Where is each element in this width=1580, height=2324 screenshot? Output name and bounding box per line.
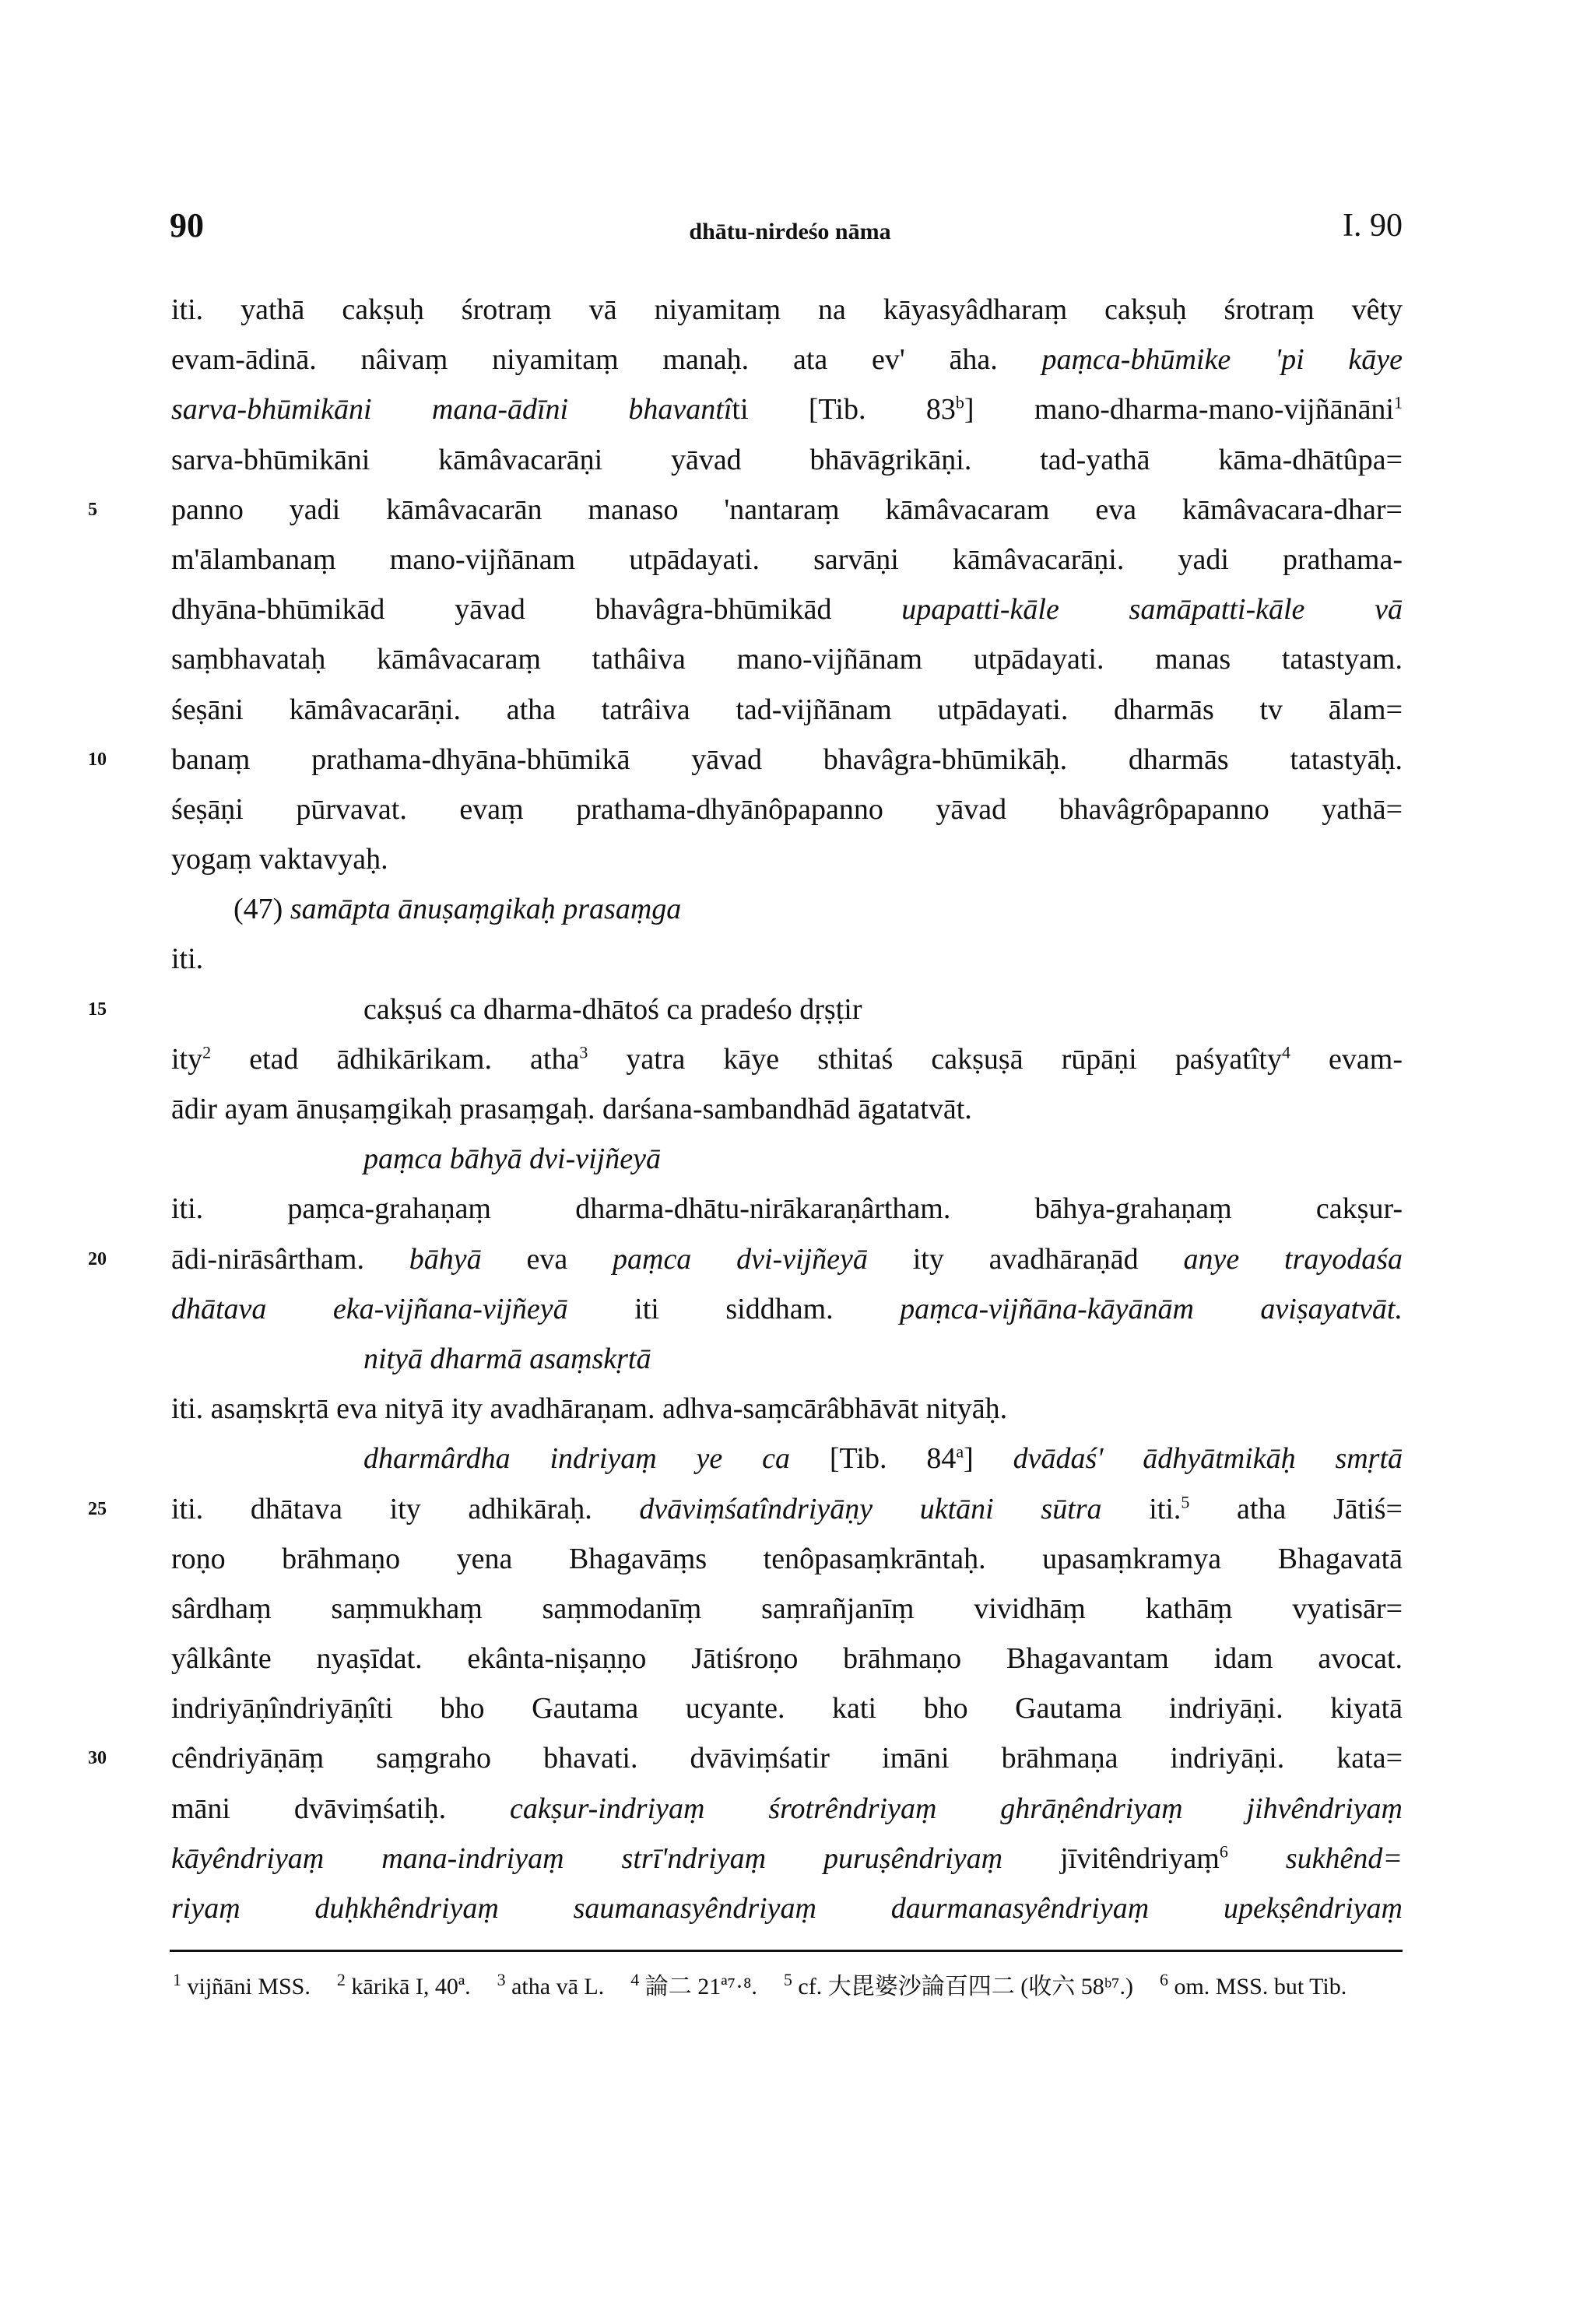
text-line — [171, 535, 1403, 585]
line-text — [171, 985, 1403, 1034]
footnote-text: vijñāni MSS. — [187, 1974, 311, 1999]
line-text — [171, 1834, 1403, 1883]
text-line — [171, 1834, 1403, 1883]
italic-text: samāpta ānuṣaṃgikaḥ prasaṃga — [290, 893, 682, 926]
line-number: 10 — [88, 749, 107, 770]
line-text — [171, 1584, 1403, 1634]
text-segment: sârdhaṃ saṃmukhaṃ saṃmodanīṃ saṃrañjanīṃ vividhāṃ kathāṃ vyatisār= — [171, 1592, 1403, 1625]
text-line — [171, 934, 1403, 984]
text-segment: cêndriyāṇāṃ saṃgraho bhavati. dvāviṃśatir imāni brāhmaṇa indriyāṇi. kata= — [171, 1742, 1403, 1775]
text-segment: ity — [171, 1042, 203, 1076]
section-reference: I. 90 — [1343, 208, 1403, 244]
text-segment: panno yadi kāmâvacarān manaso 'nantaraṃ kāmâvacaram eva kāmâvacara-dhar= — [171, 493, 1403, 526]
line-text — [171, 535, 1403, 585]
text-segment: ] — [964, 1442, 1013, 1476]
line-text — [171, 785, 1403, 834]
text-line — [88, 1733, 1403, 1783]
text-line — [171, 1534, 1403, 1584]
text-line — [171, 585, 1403, 634]
text-segment: (47) — [233, 893, 290, 926]
line-text — [171, 485, 1403, 535]
line-number: 30 — [88, 1748, 107, 1769]
line-text — [171, 1534, 1403, 1584]
italic-text: bāhyā — [409, 1242, 482, 1276]
text-segment: ādi-nirāsârtham. — [171, 1242, 409, 1276]
footnote-text: kārikā I, 40ª. — [351, 1974, 471, 1999]
text-line — [171, 1434, 1403, 1483]
text-line — [171, 1384, 1403, 1434]
footnote-text: cf. 大毘婆沙論百四二 (收六 58ᵇ⁷.) — [798, 1974, 1133, 1999]
text-segment — [1228, 1842, 1286, 1875]
line-text — [171, 685, 1403, 735]
line-text — [171, 934, 1403, 984]
text-segment: m'ālambanaṃ mano-vijñānam utpādayati. sarvāṇi kāmâvacarāṇi. yadi prathama- — [171, 542, 1403, 576]
footnote — [1159, 1970, 1347, 1999]
italic-text: dharmârdha indriyaṃ ye ca — [363, 1442, 791, 1476]
italic-text: kāyêndriyaṃ mana-indriyaṃ strī'ndriyaṃ puruṣêndriyaṃ — [171, 1841, 1003, 1875]
text-line — [171, 1784, 1403, 1834]
italic-text: paṃca-bhūmike 'pi kāye — [1041, 343, 1403, 377]
italic-text: dhātava eka-vijñana-vijñeyā — [171, 1292, 568, 1325]
text-segment: iti. yathā cakṣuḥ śrotraṃ vā niyamitaṃ na kāyasyâdharaṃ cakṣuḥ śrotraṃ vêty — [171, 293, 1403, 326]
text-segment: śeṣāni kāmâvacarāṇi. atha tatrâiva tad-vijñānam utpādayati. dharmās tv ālam= — [171, 693, 1403, 726]
footnote-mark: 1 — [173, 1970, 181, 1989]
italic-text: dvādaś' ādhyātmikāḥ smṛtā — [1013, 1442, 1403, 1476]
line-text — [171, 834, 1403, 884]
footnote-reference: 6 — [1219, 1841, 1228, 1862]
footnote-text: om. MSS. but Tib. — [1174, 1974, 1347, 1999]
text-segment: yâlkânte nyaṣīdat. ekânta-niṣaṇṇo Jātiśroṇo brāhmaṇo Bhagavantam idam avocat. — [171, 1642, 1403, 1676]
line-text — [171, 1334, 1403, 1384]
line-text — [171, 435, 1403, 485]
line-text — [171, 335, 1403, 384]
footnote-text: 論二 21ª⁷·⁸. — [644, 1974, 757, 1999]
footnote — [497, 1970, 605, 1999]
footnote-divider — [170, 1950, 1403, 1952]
footnote — [783, 1970, 1133, 1999]
italic-text: paṃca dvi-vijñeyā — [613, 1242, 868, 1276]
text-segment: iti. — [1101, 1492, 1181, 1525]
line-number: 20 — [88, 1248, 107, 1269]
italic-text: dvāviṃśatîndriyāṇy uktāni sūtra — [639, 1492, 1102, 1525]
line-text — [171, 585, 1403, 634]
italic-text: paṃca-vijñāna-kāyānām aviṣayatvāt. — [900, 1292, 1403, 1325]
line-text — [171, 285, 1403, 335]
italic-text: sarva-bhūmikāni mana-ādīni bhavantî — [171, 393, 732, 427]
footnote-reference: 1 — [1394, 392, 1403, 412]
text-line — [171, 1284, 1403, 1334]
text-segment: cakṣuś ca dharma-dhātoś ca pradeśo dṛṣṭir — [363, 992, 862, 1026]
text-segment: ity avadhāraṇād — [867, 1242, 1184, 1276]
line-number: 15 — [88, 999, 107, 1020]
text-line — [171, 1084, 1403, 1134]
text-segment: śeṣāṇi pūrvavat. evaṃ prathama-dhyānôpapanno yāvad bhavâgrôpapanno yathā= — [171, 792, 1403, 826]
line-text — [171, 1234, 1403, 1284]
text-line — [171, 834, 1403, 884]
text-segment: yatra kāye sthitaś cakṣuṣā rūpāṇi paśyatîty — [588, 1042, 1282, 1076]
italic-text: sukhênd= — [1285, 1841, 1403, 1875]
text-line — [88, 985, 1403, 1034]
line-text — [171, 1134, 1403, 1184]
line-text — [171, 1384, 1403, 1434]
footnotes — [173, 1969, 1403, 2005]
text-segment: yogaṃ vaktavyaḥ. — [171, 843, 388, 876]
line-text — [171, 1683, 1403, 1733]
line-text — [171, 1784, 1403, 1834]
text-segment: sarva-bhūmikāni kāmâvacarāṇi yāvad bhāvāgrikāṇi. tad-yathā kāma-dhātûpa= — [171, 443, 1403, 476]
text-line — [171, 1634, 1403, 1683]
text-segment: ādir ayam ānuṣaṃgikaḥ prasaṃgaḥ. darśana-sambandhād āgatatvāt. — [171, 1093, 972, 1125]
italic-text: paṃca bāhyā dvi-vijñeyā — [363, 1143, 661, 1176]
text-segment: iti. dhātava ity adhikāraḥ. — [171, 1492, 640, 1525]
text-line — [171, 1584, 1403, 1634]
text-line — [88, 485, 1403, 535]
text-line — [171, 685, 1403, 735]
text-line — [171, 1184, 1403, 1234]
line-text — [171, 1434, 1403, 1483]
line-text — [171, 1733, 1403, 1783]
text-segment: roṇo brāhmaṇo yena Bhagavāṃs tenôpasaṃkrāntaḥ. upasaṃkramya Bhagavatā — [171, 1542, 1403, 1575]
line-text — [171, 1883, 1403, 1933]
text-segment: māni dvāviṃśatiḥ. — [171, 1792, 511, 1825]
line-text — [171, 384, 1403, 434]
italic-text: cakṣur-indriyaṃ śrotrêndriyaṃ ghrāṇêndriyaṃ jihvêndriyaṃ — [510, 1792, 1403, 1825]
line-text — [171, 1034, 1403, 1084]
text-line — [171, 285, 1403, 335]
text-segment: eva — [481, 1242, 613, 1276]
footnote-reference: 2 — [202, 1042, 212, 1062]
text-segment: evam- — [1290, 1042, 1403, 1076]
line-text — [171, 1484, 1403, 1534]
text-segment: dhyāna-bhūmikād yāvad bhavâgra-bhūmikād — [171, 593, 902, 627]
footnote — [630, 1970, 757, 1999]
text-segment: iti siddham. — [567, 1292, 901, 1325]
line-number: 5 — [88, 499, 97, 520]
footnote-reference: a — [956, 1441, 964, 1462]
line-text — [171, 1184, 1403, 1234]
footnote-text: atha vā L. — [511, 1974, 605, 1999]
footnote-reference: 3 — [579, 1042, 588, 1062]
line-text — [171, 634, 1403, 684]
footnote-reference: 5 — [1181, 1491, 1190, 1511]
page-number: 90 — [170, 206, 204, 244]
text-line — [171, 335, 1403, 384]
line-text — [171, 1634, 1403, 1683]
text-segment: atha Jātiś= — [1189, 1492, 1403, 1525]
line-text — [171, 1284, 1403, 1334]
text-segment: banaṃ prathama-dhyāna-bhūmikā yāvad bhavâgra-bhūmikāḥ. dharmās tatastyāḥ. — [171, 742, 1403, 776]
footnote-mark: 4 — [630, 1970, 640, 1989]
text-segment: etad ādhikārikam. atha — [211, 1042, 580, 1076]
italic-text: upapatti-kāle samāpatti-kāle vā — [901, 593, 1403, 627]
text-line — [171, 1334, 1403, 1384]
text-line — [171, 785, 1403, 834]
text-line — [171, 435, 1403, 485]
italic-text: anye trayodaśa — [1183, 1242, 1403, 1276]
main-text — [88, 285, 1403, 1933]
running-title: dhātu-nirdeśo nāma — [689, 219, 891, 244]
footnote-mark: 2 — [336, 1970, 346, 1989]
text-segment: iti. asaṃskṛtā eva nityā ity avadhāraṇam. adhva-saṃcārâbhāvāt nityāḥ. — [171, 1392, 1008, 1426]
footnote-mark: 5 — [783, 1970, 792, 1989]
text-line — [171, 1034, 1403, 1084]
text-segment: ti [Tib. 83 — [732, 393, 956, 427]
footnote-mark: 6 — [1159, 1970, 1168, 1989]
text-line — [171, 1883, 1403, 1933]
text-line — [171, 884, 1403, 934]
text-segment: [Tib. 84 — [790, 1442, 957, 1476]
footnote — [336, 1970, 471, 1999]
footnote-reference: b — [955, 392, 964, 412]
text-line — [88, 1484, 1403, 1534]
line-text — [171, 884, 1403, 934]
text-segment: evam-ādinā. nâivaṃ niyamitaṃ manaḥ. ata ev' āha. — [171, 343, 1042, 377]
text-line — [171, 384, 1403, 434]
footnote — [173, 1970, 311, 1999]
text-segment: ] mano-dharma-mano-vijñānāni — [964, 393, 1394, 427]
text-line — [88, 1234, 1403, 1284]
italic-text: riyaṃ duḥkhêndriyaṃ saumanasyêndriyaṃ daurmanasyêndriyaṃ upekṣêndriyaṃ — [171, 1892, 1403, 1925]
italic-text: nityā dharmā asaṃskṛtā — [363, 1342, 651, 1375]
text-segment: saṃbhavataḥ kāmâvacaraṃ tathâiva mano-vijñānam utpādayati. manas tatastyam. — [171, 643, 1403, 676]
text-line — [171, 1683, 1403, 1733]
text-segment: indriyāṇîndriyāṇîti bho Gautama ucyante. kati bho Gautama indriyāṇi. kiyatā — [171, 1692, 1403, 1725]
text-line — [88, 735, 1403, 785]
line-text — [171, 735, 1403, 785]
text-segment: jīvitêndriyaṃ — [1002, 1841, 1220, 1875]
line-number: 25 — [88, 1498, 107, 1519]
text-segment: iti. — [171, 943, 204, 976]
text-line — [171, 1134, 1403, 1184]
footnote-reference: 4 — [1281, 1042, 1290, 1062]
text-line — [171, 634, 1403, 684]
line-text — [171, 1084, 1403, 1134]
text-segment: iti. paṃca-grahaṇaṃ dharma-dhātu-nirākaraṇârtham. bāhya-grahaṇaṃ cakṣur- — [171, 1192, 1403, 1226]
footnote-mark: 3 — [497, 1970, 506, 1989]
